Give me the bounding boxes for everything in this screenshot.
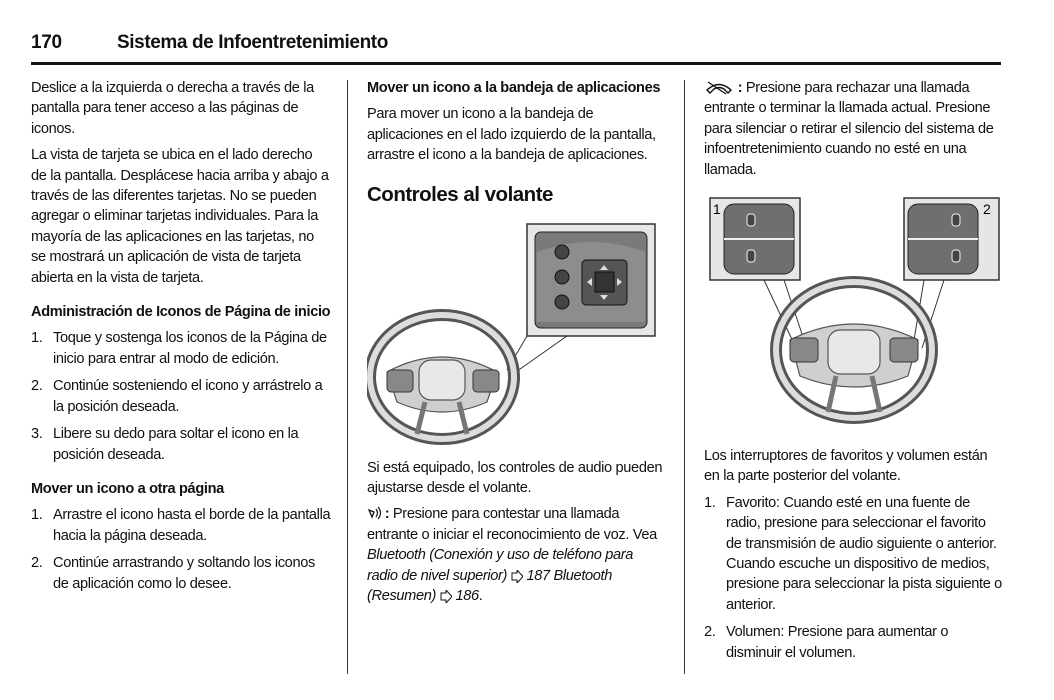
list-text: Libere su dedo para soltar el icono en la posición deseada. xyxy=(53,426,299,463)
paragraph: Los interruptores de favoritos y volumen están en la parte posterior del volante. xyxy=(704,448,988,485)
cross-reference-arrow-icon xyxy=(440,590,452,603)
list-number: 2. xyxy=(31,378,43,395)
xref-title: Bluetooth (Resumen) xyxy=(367,567,613,605)
steering-wheel-illustration xyxy=(367,222,667,472)
list-number: 1. xyxy=(31,330,43,347)
list-number: 2. xyxy=(704,624,716,641)
voice-call-icon xyxy=(367,506,381,521)
list-item xyxy=(704,622,1004,663)
section-heading: Controles al volante xyxy=(367,182,553,206)
list-text: Arrastre el icono hasta el borde de la pantalla hacia la página deseada. xyxy=(53,507,331,544)
xref-page: 186 xyxy=(455,588,479,605)
column-3 xyxy=(704,78,1004,663)
xref-title: Bluetooth (Conexión y uso de teléfono para radio de nivel superior) xyxy=(367,547,634,584)
callout-1: 1 xyxy=(713,201,721,218)
list-number: 1. xyxy=(31,507,43,524)
page-number: 170 xyxy=(31,32,62,53)
list-number: 2. xyxy=(31,555,43,572)
list-text: Toque y sostenga los iconos de la Página de inicio para entrar al modo de edición. xyxy=(53,330,327,367)
list-item xyxy=(31,376,331,417)
subheading: Mover un icono a la bandeja de aplicaciones xyxy=(367,80,661,96)
steering-wheel-figure xyxy=(367,222,667,472)
list-item xyxy=(31,505,331,546)
list-number: 1. xyxy=(704,494,716,511)
paragraph: La vista de tarjeta se ubica en el lado derecho de la pantalla. Desplácese hacia arriba y abajo a través de las diferentes tarjetas. No se pueden agregar o eliminar tarjetas individuales. Para la mayoría de las aplicaciones en las tarjetas, no se mostrará un aplicación de vista de tarjeta abierta en la vista de tarjeta. xyxy=(31,147,329,286)
header-rule xyxy=(31,62,1001,65)
xref-page: 187 xyxy=(526,567,550,584)
paragraph: Para mover un icono a la bandeja de aplicaciones en el lado izquierdo de la pantalla, arrastre el icono a la bandeja de aplicaciones. xyxy=(367,106,656,164)
paragraph: Deslice a la izquierda o derecha a través de la pantalla para tener acceso a las páginas de iconos. xyxy=(31,80,314,137)
callout-2: 2 xyxy=(983,201,991,218)
hangup-paragraph: : Presione para rechazar una llamada entrante o terminar la llamada actual. Presione para silenciar o retirar el silencio del sistema de infoentretenimiento cuando no esté en una llamada. xyxy=(704,80,994,178)
subheading: Mover un icono a otra página xyxy=(31,480,224,497)
list-item xyxy=(31,328,331,369)
cross-reference-arrow-icon xyxy=(511,570,523,583)
list-number: 3. xyxy=(31,426,43,443)
list-text: Continúe arrastrando y soltando los iconos de aplicación como lo desee. xyxy=(53,555,315,592)
rear-switches-illustration xyxy=(704,190,1004,446)
section-title: Sistema de Infoentretenimiento xyxy=(117,32,388,53)
list-item xyxy=(704,493,1004,615)
list-text: Volumen: Presione para aumentar o disminuir el volumen. xyxy=(726,624,949,661)
list-item xyxy=(31,553,331,594)
voice-paragraph: : Presione para contestar una llamada entrante o iniciar el reconocimiento de voz. Vea Bluetooth (Conexión y uso de teléfono para radio de nivel superior) 187 Bluetooth (Resumen) 186. xyxy=(367,506,657,605)
column-1 xyxy=(31,78,331,594)
column-divider-2 xyxy=(684,80,685,674)
column-divider-1 xyxy=(347,80,348,674)
list-text: Favorito: Cuando esté en una fuente de radio, presione para seleccionar el favorito de transmisión de audio siguiente o anterior. Cuando escuche un dispositivo de medios, presione para seleccionar la pista siguiente o anterior. xyxy=(726,494,1002,613)
column-2 xyxy=(367,78,667,606)
paragraph: Si está equipado, los controles de audio pueden ajustarse desde el volante. xyxy=(367,459,663,497)
subheading: Administración de Iconos de Página de inicio xyxy=(31,304,331,321)
page-header xyxy=(31,30,1001,64)
hang-up-icon xyxy=(704,81,734,95)
rear-switches-figure xyxy=(704,190,1004,446)
list-text: Continúe sosteniendo el icono y arrástrelo a la posición deseada. xyxy=(53,378,323,415)
list-item xyxy=(31,424,331,465)
